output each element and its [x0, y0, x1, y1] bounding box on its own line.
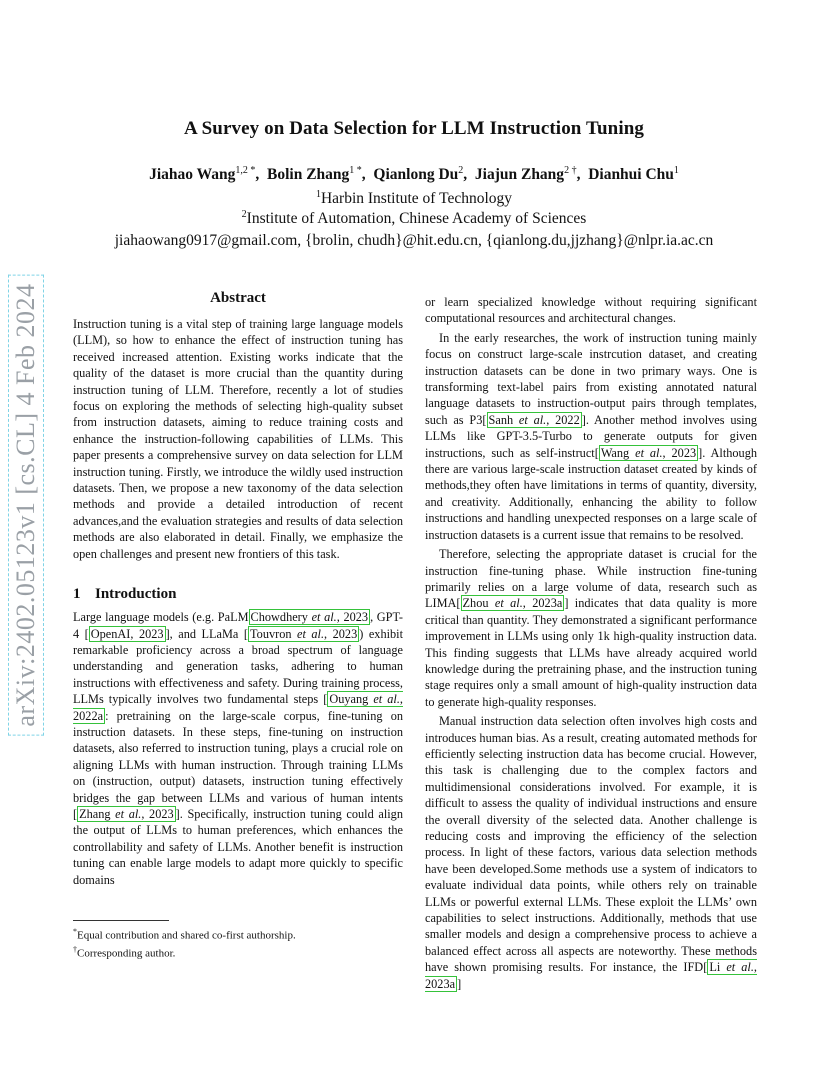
author-mark: 2 [458, 165, 464, 176]
right-column [425, 294, 757, 992]
arxiv-side-stamp: arXiv:2402.05123v1 [cs.CL] 4 Feb 2024 [6, 270, 46, 740]
section-heading [73, 586, 403, 603]
author-mark: 2 † [564, 165, 577, 176]
citation-link[interactable]: Ouyang et al., 2022a [73, 692, 403, 723]
author-name: Bolin Zhang [267, 166, 350, 184]
author-mark: 1 [673, 165, 679, 176]
author-mark: 1 * [349, 165, 362, 176]
body-paragraph: In the early researches, the work of instruction tuning mainly focus on construct large-scale instrcution dataset, and creating instruction datasets can be done in two primary ways. One is transforming text-label pairs from existing annotated natural language datasets to instruction-output pairs through templates, such as P3[ Sanh et al., 2022 ]. Another method involves using LLMs like GPT-3.5-Turbo to generate outputs for given instructions, such as self-instruct[ Wang et al., 2023 ]. Although there are various large-scale instruction dataset created by kinds of methods,they often have limitations in terms of quantity, diversity, and creativity. Additionally, enhancing the ability to follow instructions and handling unexpected responses on a large scale of instruction datasets is a current issue that remains to be resolved. [425, 330, 757, 542]
section-title: Introduction [95, 586, 177, 603]
body-paragraph: or learn specialized knowledge without requiring significant computational resources and architectural changes. [425, 295, 757, 326]
citation-link[interactable]: Chowdhery et al., 2023 [250, 610, 369, 625]
footnotes [73, 920, 403, 960]
citation-link[interactable]: Zhou et al., 2023a [462, 596, 563, 611]
abstract-text: Instruction tuning is a vital step of training large language models (LLM), so how to enhance the effect of instruction tuning has received increased attention. Existing works indicate that the quality of the dataset is more crucial than the quantity during instruction tuning of LLM. Therefore, recently a lot of studies focus on exploring the methods of selecting high-quality subset from instruction datasets, aiming to reduce training costs and enhance the instruction-following capabilities of LLMs. This paper presents a comprehensive survey on data selection for LLM instruction tuning. Firstly, we introduce the wildly used instruction datasets. Then, we propose a new taxonomy of the data selection methods and provide a detailed introduction of recent advances,and the evaluation strategies and results of data selection methods are also elaborated in detail. Finally, we emphasize the open challenges and present new frontiers of this task. [73, 317, 403, 561]
citation-link[interactable]: Zhang et al., 2023 [79, 806, 174, 821]
footnote-rule [73, 920, 169, 921]
body-paragraph: Manual instruction data selection often involves high costs and introduces human bias. As a result, creating automated methods for efficiently selecting instruction data has become crucial. However, this task is challenging due to the complex factors and multidimensional considerations involved. For example, it is difficult to assess the quality of individual instructions and ensure the overall diversity of the selected data. Another challenge is reducing costs and improving the efficiency of the selection process. In light of these factors, various data selection methods have been developed.Some methods use a system of indicators to evaluate individual data points, while others rely on trainable LLMs or powerful external LLMs. These exploit the LLMs’ own capabilities to select instructions. Additionally, methods that use smaller models and design a comprehensive process to achieve a balanced effect across all aspects are noteworthy. These methods have shown promising results. For instance, the IFD[ Li et al., 2023a ] [425, 714, 757, 991]
left-column [73, 290, 403, 888]
author-name: Dianhui Chu [588, 166, 674, 184]
citation-link[interactable]: Touvron et al., 2023 [250, 626, 358, 641]
citation-link[interactable]: Li et al., 2023a [425, 960, 757, 991]
footnote: *Equal contribution and shared co-first authorship. [73, 927, 296, 942]
abstract-heading: Abstract [210, 290, 266, 306]
section-number: 1 [73, 586, 81, 603]
intro-paragraph: Large language models (e.g. PaLM Chowdhery et al., 2023 , GPT-4 [ OpenAI, 2023 ], and LLaMa [ Touvron et al., 2023 ) exhibit remarkable proficiency across a broad spectrum of language understanding and generation tasks, adhering to human instructions with effectiveness and safety. During training process, LLMs typically involves two fundamental steps [ Ouyang et al., 2022a : pretraining on the large-scale corpus, fine-tuning on instruction datasets. In these steps, fine-tuning on instruction datasets, also referred to instruction tuning, plays a crucial role on aligning LLMs with human instruction. Through training LLMs on (instruction, output) datasets, instruction tuning effectively bridges the gap between LLMs and various of human intents [ Zhang et al., 2023 ]. Specifically, instruction tuning could align the output of LLMs to human preferences, which enhances the controllability and safety of LLMs. Another benefit is instruction tuning can enable large models to adapt more quickly to specific domains [73, 610, 403, 887]
author-emails: jiahaowang0917@gmail.com, {brolin, chudh}@hit.edu.cn, {qianlong.du,jjzhang}@nlpr.ia.ac.cn [114, 232, 714, 249]
affiliation-2: $^2$Institute of Automation, Chinese Academy of Sciences [241, 209, 587, 228]
author-list: Jiahao Wang$^{1,2 *}$, Bolin Zhang$^{1 *}$, Qianlong Du$^2$, Jiajun Zhang$^{2 \dagger}$, Dianhui Chu$^1$ [149, 165, 679, 184]
author-name: Jiahao Wang [149, 166, 236, 184]
author-name: Jiajun Zhang [474, 166, 565, 184]
author-name: Qianlong Du [373, 166, 459, 184]
author-mark: 1,2 * [235, 165, 256, 176]
affiliation-1: $^1$Harbin Institute of Technology [315, 189, 513, 208]
body-paragraph: Therefore, selecting the appropriate dataset is crucial for the instruction fine-tuning phase. While instruction fine-tuning primarily relies on a large volume of data, research such as LIMA[ Zhou et al., 2023a ] indicates that data quality is more critical than quantity. They demonstrated a significant performance improvement in LLMs using only 1k high-quality instruction data. This finding suggests that LLMs have already acquired world knowledge during the pretraining phase, and the instruction tuning stage requires only a small amount of high-quality instruction data to generate high-quality responses. [425, 547, 757, 709]
paper-title: A Survey on Data Selection for LLM Instruction Tuning [184, 118, 644, 139]
citation-link[interactable]: Sanh et al., 2022 [488, 412, 580, 427]
citation-link[interactable]: Wang et al., 2023 [600, 445, 697, 460]
footnote: †Corresponding author. [73, 944, 176, 960]
citation-link[interactable]: OpenAI, 2023 [90, 626, 164, 641]
